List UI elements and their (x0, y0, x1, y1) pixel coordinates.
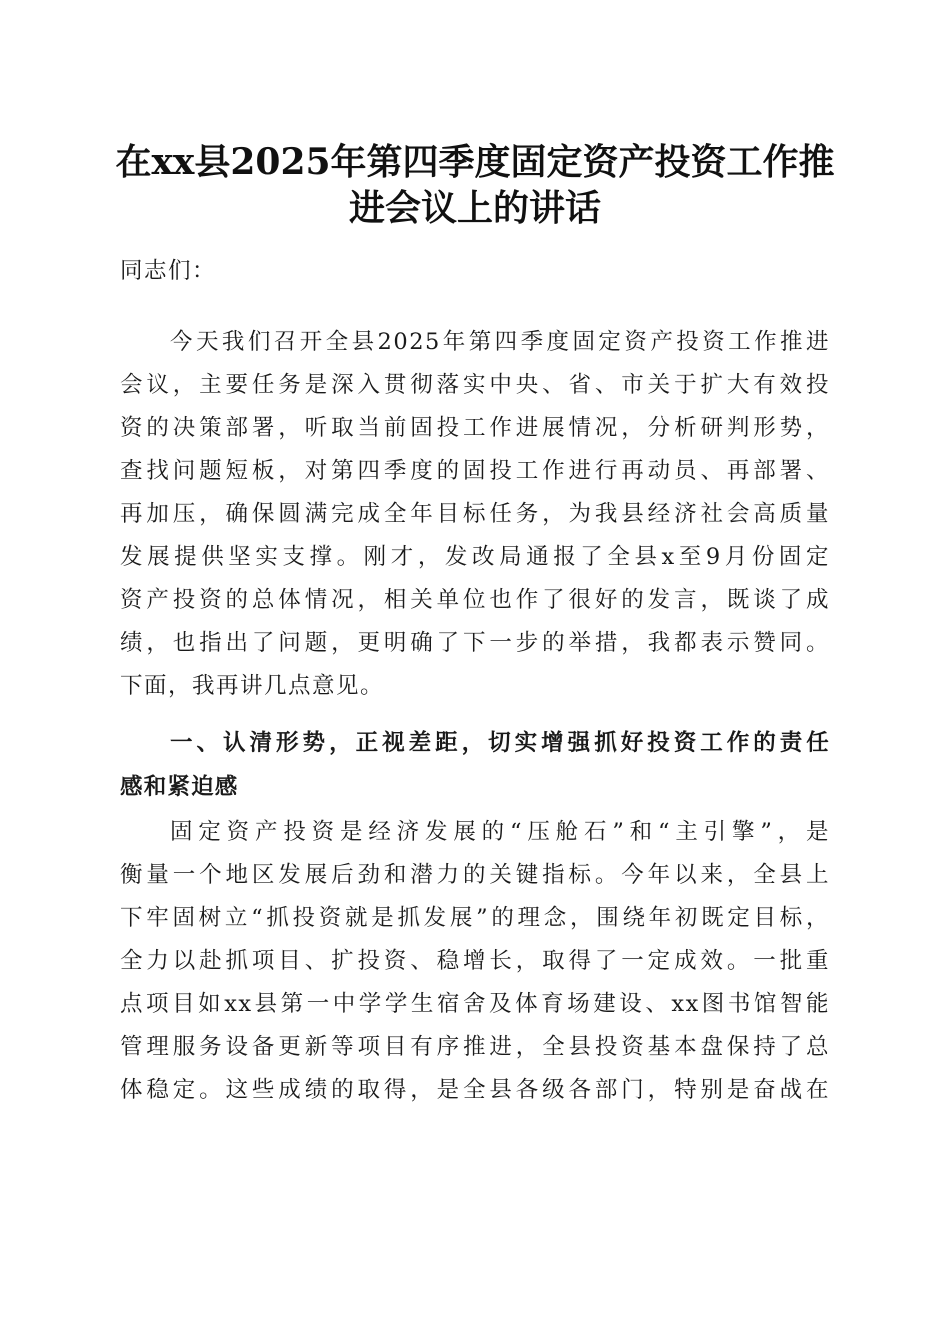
paragraph-1-line: 下面，我再讲几点意见。 (120, 673, 385, 699)
paragraph-2-line: 下牢固树立“抓投资就是抓发展”的理念，围绕年初既定目标， (120, 905, 830, 931)
paragraph-2-line: 全力以赴抓项目、扩投资、稳增长，取得了一定成效。一批重 (120, 948, 830, 974)
paragraph-1-line: 再加压，确保圆满完成全年目标任务，为我县经济社会高质量 (120, 501, 830, 527)
paragraph-2-line: 点项目如xx县第一中学学生宿舍及体育场建设、xx图书馆智能 (120, 991, 830, 1017)
paragraph-2-line: 体稳定。这些成绩的取得，是全县各级各部门，特别是奋战在 (120, 1077, 830, 1103)
paragraph-2-line: 固定资产投资是经济发展的“压舱石”和“主引擎”，是 (170, 819, 830, 845)
section-heading-line: 感和紧迫感 (120, 774, 239, 800)
salutation: 同志们： (120, 258, 217, 284)
paragraph-1-line: 查找问题短板，对第四季度的固投工作进行再动员、再部署、 (120, 458, 830, 484)
paragraph-1-line: 绩，也指出了问题，更明确了下一步的举措，我都表示赞同。 (120, 630, 830, 656)
paragraph-1-line: 资的决策部署，听取当前固投工作进展情况，分析研判形势， (120, 415, 830, 441)
document-title-line-2: 进会议上的讲话 (348, 187, 601, 229)
section-heading-line: 一、认清形势，正视差距，切实增强抓好投资工作的责任 (170, 730, 830, 756)
paragraph-2-line: 管理服务设备更新等项目有序推进，全县投资基本盘保持了总 (120, 1034, 830, 1060)
paragraph-1-line: 资产投资的总体情况，相关单位也作了很好的发言，既谈了成 (120, 587, 830, 613)
paragraph-1-line: 会议，主要任务是深入贯彻落实中央、省、市关于扩大有效投 (120, 372, 830, 398)
paragraph-2-line: 衡量一个地区发展后劲和潜力的关键指标。今年以来，全县上 (120, 862, 830, 888)
paragraph-1-line: 发展提供坚实支撑。刚才，发改局通报了全县x至9月份固定 (120, 544, 830, 570)
paragraph-1-line: 今天我们召开全县2025年第四季度固定资产投资工作推进 (170, 329, 830, 355)
document-title-line-1: 在xx县2025年第四季度固定资产投资工作推 (115, 141, 835, 183)
